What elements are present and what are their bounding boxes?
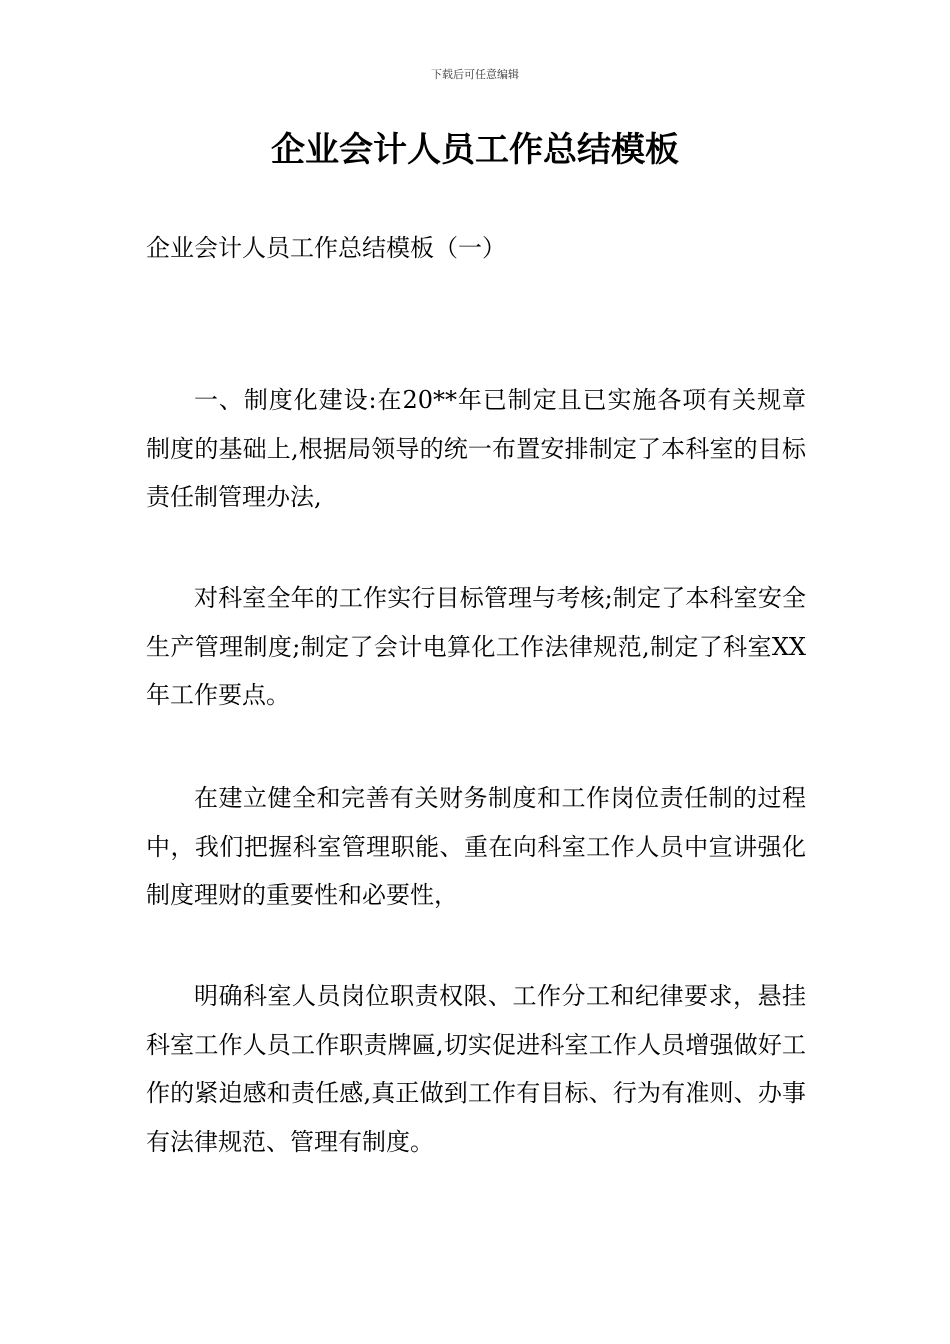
paragraph-1: 一、制度化建设:在20**年已制定且已实施各项有关规章制度的基础上,根据局领导的统一布置安排制定了本科室的目标责任制管理办法, [146,386,806,511]
header-note: 下载后可任意编辑 [431,68,519,81]
paragraph-3: 在建立健全和完善有关财务制度和工作岗位责任制的过程中，我们把握科室管理职能、重在向科室工作人员中宣讲强化制度理财的重要性和必要性， [146,784,806,909]
document-title: 企业会计人员工作总结模板 [271,130,679,170]
section-subtitle: 企业会计人员工作总结模板（一） [146,234,506,262]
paragraph-4: 明确科室人员岗位职责权限、工作分工和纪律要求，悬挂科室工作人员工作职责牌匾,切实促进科室工作人员增强做好工作的紧迫感和责任感,真正做到工作有目标、行为有准则、办事有法律规范、管理有制度。 [146,982,806,1156]
paragraph-2: 对科室全年的工作实行目标管理与考核;制定了本科室安全生产管理制度;制定了会计电算化工作法律规范,制定了科室XX年工作要点。 [146,584,806,709]
